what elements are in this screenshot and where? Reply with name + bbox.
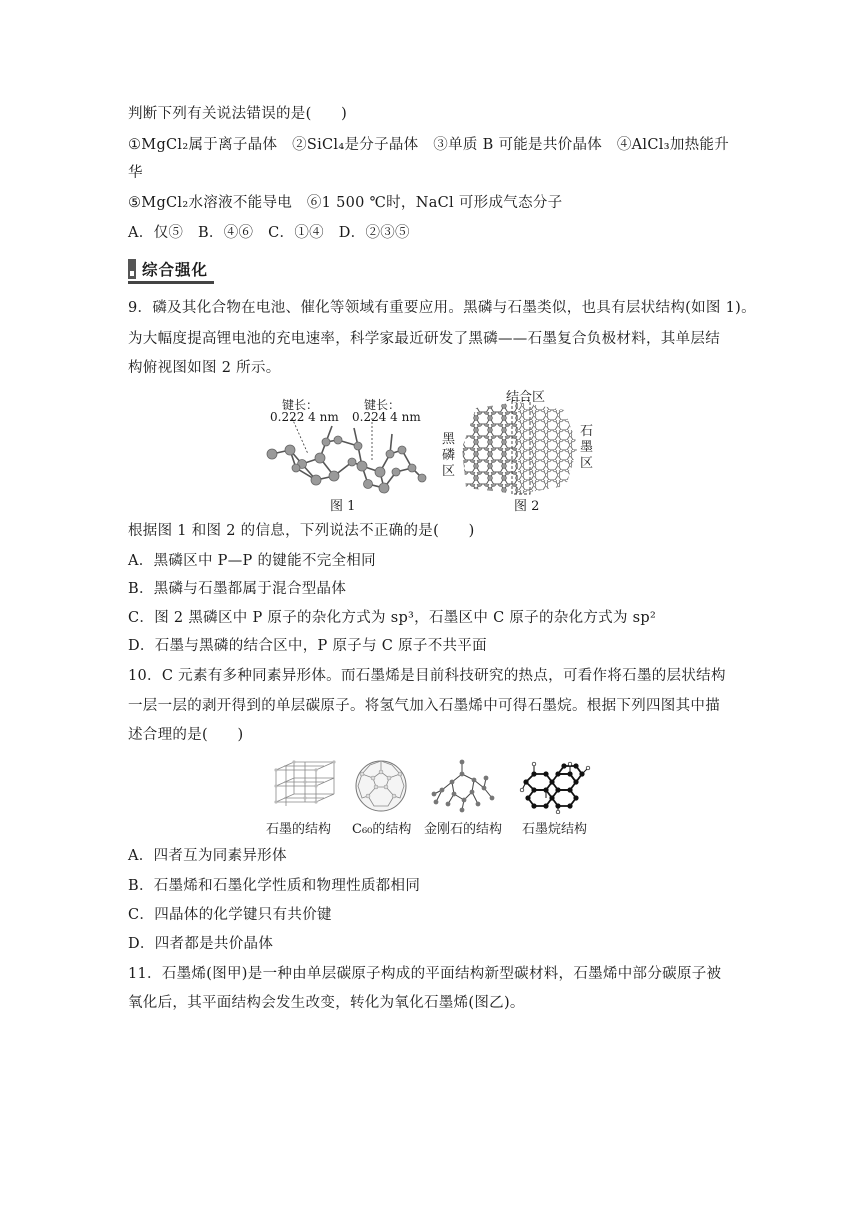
q8-statements-line1: ①MgCl₂属于离子晶体 ②SiCl₄是分子晶体 ③单质 B 可能是共价晶体 ④AlCl₃加热能升	[128, 137, 730, 153]
q9-option-c: C．图 2 黑磷区中 P 原子的杂化方式为 sp³，石墨区中 C 原子的杂化方式为 sp²	[128, 610, 657, 626]
q10-stem-line3: 述合理的是( )	[128, 727, 244, 743]
q11-stem-line1: 11．石墨烯(图甲)是一种由单层碳原子构成的平面结构新型碳材料，石墨烯中部分碳原子被	[128, 966, 722, 982]
bond-length-1-label: 键长：	[282, 398, 319, 412]
graphane-structure-image	[518, 758, 592, 814]
graphite-zone-label-3: 区	[580, 456, 594, 471]
figure-1-caption: 图 1	[330, 499, 356, 514]
bonding-zone-label: 结合区	[506, 390, 546, 405]
bond-length-2-value: 0.224 4 nm	[352, 410, 421, 424]
q9-stem-line2: 为大幅度提高锂电池的充电速率，科学家最近研发了黑磷——石墨复合负极材料，其单层结	[128, 331, 720, 347]
q9-stem-line1: 9．磷及其化合物在电池、催化等领域有重要应用。黑磷与石墨类似，也具有层状结构(如图 1)。	[128, 300, 756, 316]
q9-option-b: B．黑磷与石墨都属于混合型晶体	[128, 581, 347, 597]
q8-stem: 判断下列有关说法错误的是( )	[128, 106, 348, 122]
section-underline	[128, 281, 214, 284]
graphite-caption: 石墨的结构	[266, 822, 332, 837]
q8-options: A．仅⑤ B．④⑥ C．①④ D．②③⑤	[128, 225, 410, 241]
figure-2-composite-lattice	[462, 400, 580, 496]
q10-stem-line1: 10．C 元素有多种同素异形体。而石墨烯是目前科技研究的热点，可看作将石墨的层状结构	[128, 668, 726, 684]
q9-option-a: A．黑磷区中 P—P 的键能不完全相同	[128, 553, 376, 569]
black-phosphorus-zone-label-3: 区	[442, 464, 456, 479]
graphite-structure-image	[272, 758, 342, 814]
black-phosphorus-zone-label-1: 黑	[442, 432, 456, 447]
q9-question: 根据图 1 和图 2 的信息，下列说法不正确的是( )	[128, 523, 475, 539]
q8-statements-line2: 华	[128, 165, 143, 181]
section-title: 综合强化	[142, 261, 209, 279]
figure-2-caption: 图 2	[514, 499, 540, 514]
diamond-caption: 金刚石的结构	[424, 822, 503, 837]
graphite-zone-label-2: 墨	[580, 440, 594, 455]
q9-option-d: D．石墨与黑磷的结合区中，P 原子与 C 原子不共平面	[128, 638, 487, 654]
section-heading	[128, 257, 208, 281]
q10-option-b: B．石墨烯和石墨化学性质和物理性质都相同	[128, 878, 421, 894]
black-phosphorus-zone-label-2: 磷	[442, 448, 456, 463]
q10-stem-line2: 一层一层的剥开得到的单层碳原子。将氢气加入石墨烯中可得石墨烷。根据下列四图其中描	[128, 698, 720, 714]
c60-caption: C₆₀的结构	[352, 822, 412, 837]
c60-structure-image	[352, 758, 410, 814]
q10-option-a: A．四者互为同素异形体	[128, 848, 287, 864]
q9-stem-line3: 构俯视图如图 2 所示。	[128, 360, 281, 376]
diamond-structure-image	[428, 758, 498, 814]
bond-length-2-label: 键长：	[364, 398, 401, 412]
graphite-zone-label-1: 石	[580, 424, 594, 439]
section-marker-icon	[128, 259, 136, 279]
bond-length-1-value: 0.222 4 nm	[270, 410, 339, 424]
q10-option-c: C．四晶体的化学键只有共价键	[128, 907, 332, 923]
q8-statements-line3: ⑤MgCl₂水溶液不能导电 ⑥1 500 ℃时，NaCl 可形成气态分子	[128, 195, 563, 211]
graphane-caption: 石墨烷结构	[522, 822, 588, 837]
q10-option-d: D．四者都是共价晶体	[128, 936, 274, 952]
q11-stem-line2: 氧化后，其平面结构会发生改变，转化为氧化石墨烯(图乙)。	[128, 995, 525, 1011]
